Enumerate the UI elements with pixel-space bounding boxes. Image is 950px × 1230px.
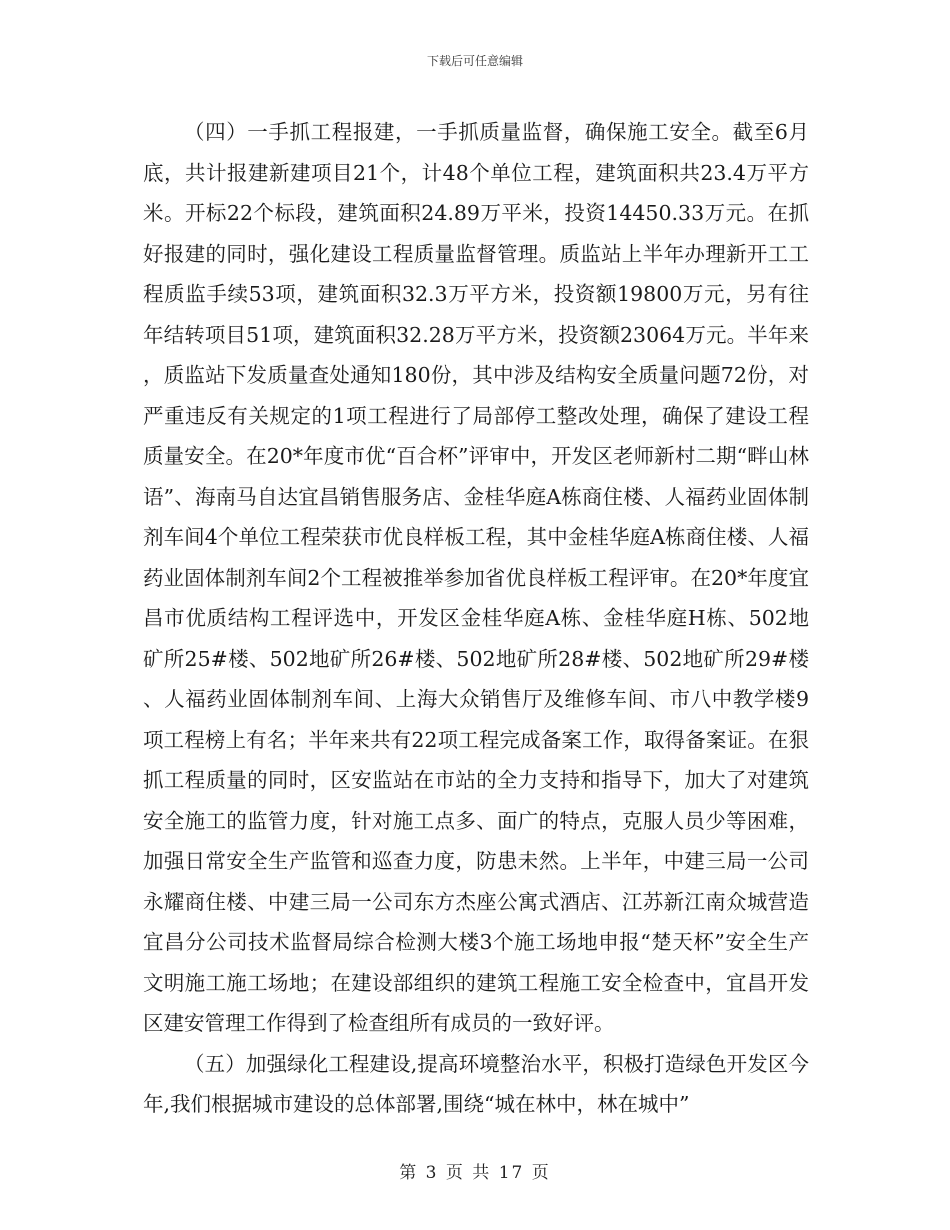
- page-header-note: 下载后可任意编辑: [426, 54, 523, 68]
- paragraph-section-5: （五）加强绿化工程建设,提高环境整治水平，积极打造绿色开发区今年,我们根据城市建设的总体部署,围绕“城在林中，林在城中”: [143, 1051, 809, 1116]
- page-number-footer: 第 3 页 共 17 页: [399, 1163, 551, 1183]
- paragraph-section-4: （四）一手抓工程报建，一手抓质量监督，确保施工安全。截至6月底，共计报建新建项目21个，计48个单位工程，建筑面积共23.4万平方米。开标22个标段，建筑面积24.89万平米，投资14450.33万元。在抓好报建的同时，强化建设工程质量监督管理。质监站上半年办理新开工工程质监手续53项，建筑面积32.3万平方米，投资额19800万元，另有往年结转项目51项，建筑面积32.28万平方米，投资额23064万元。半年来，质监站下发质量查处通知180份，其中涉及结构安全质量问题72份，对严重违反有关规定的1项工程进行了局部停工整改处理，确保了建设工程质量安全。在20*年度市优“百合杯”评审中，开发区老师新村二期“畔山林语”、海南马自达宜昌销售服务店、金桂华庭A栋商住楼、人福药业固体制剂车间4个单位工程荣获市优良样板工程，其中金桂华庭A栋商住楼、人福药业固体制剂车间2个工程被推举参加省优良样板工程评审。在20*年度宜昌市优质结构工程评选中，开发区金桂华庭A栋、金桂华庭H栋、502地矿所25#楼、502地矿所26#楼、502地矿所28#楼、502地矿所29#楼、人福药业固体制剂车间、上海大众销售厅及维修车间、市八中教学楼9项工程榜上有名；半年来共有22项工程完成备案工作，取得备案证。在狠抓工程质量的同时，区安监站在市站的全力支持和指导下，加大了对建筑安全施工的监管力度，针对施工点多、面广的特点，克服人员少等困难，加强日常安全生产监管和巡查力度，防患未然。上半年，中建三局一公司永耀商住楼、中建三局一公司东方杰座公寓式酒店、江苏新江南众城营造宜昌分公司技术监督局综合检测大楼3个施工场地申报“楚天杯”安全生产文明施工施工场地；在建设部组织的建筑工程施工安全检查中，宜昌开发区建安管理工作得到了检查组所有成员的一致好评。: [143, 120, 809, 1035]
- document-body: [143, 112, 809, 1125]
